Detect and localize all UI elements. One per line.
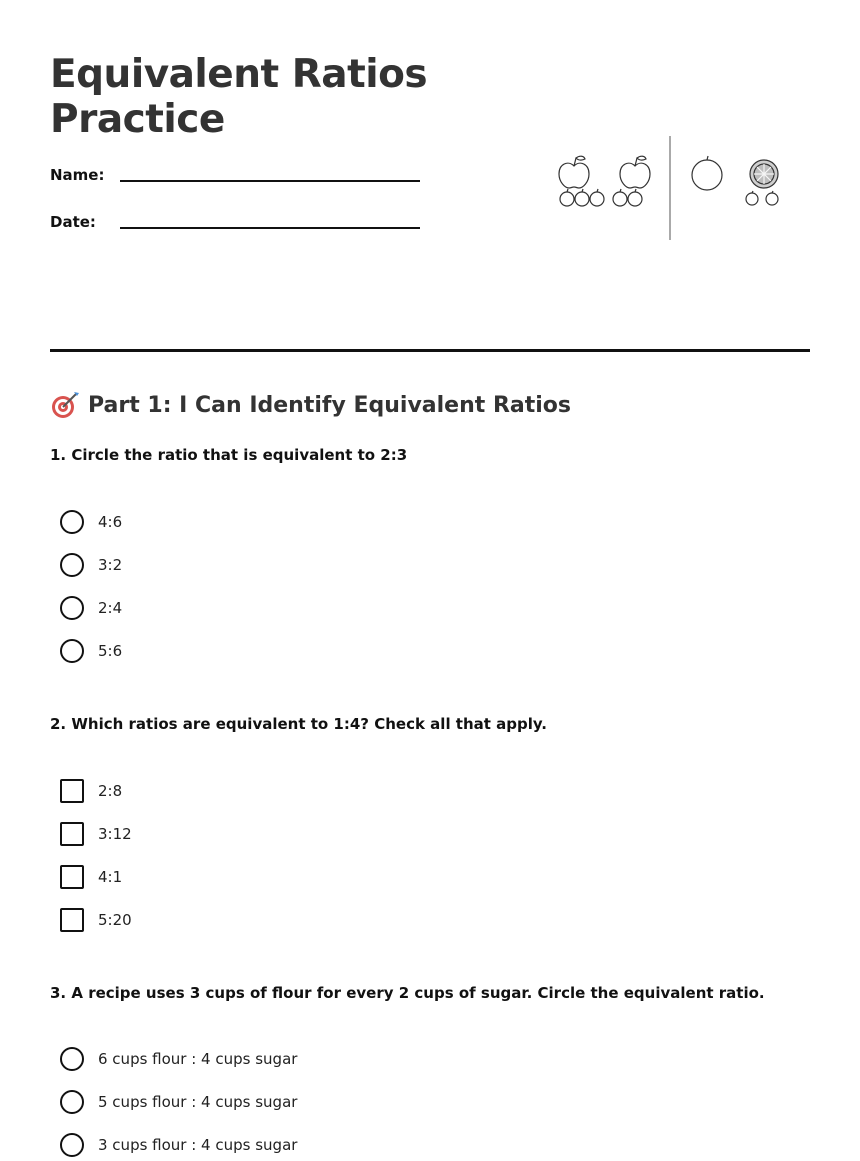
date-label: Date: xyxy=(50,213,96,231)
checkbox[interactable] xyxy=(60,779,84,803)
question-2-option[interactable] xyxy=(60,778,122,804)
option-label: 5 cups flour : 4 cups sugar xyxy=(98,1093,298,1111)
option-label: 3:12 xyxy=(98,825,132,843)
section-title xyxy=(50,390,571,420)
radio-button[interactable] xyxy=(60,510,84,534)
question-3-option[interactable] xyxy=(60,1089,297,1115)
option-label: 5:20 xyxy=(98,911,132,929)
option-label: 6 cups flour : 4 cups sugar xyxy=(98,1050,298,1068)
question-1-option[interactable] xyxy=(60,638,122,664)
checkbox[interactable] xyxy=(60,865,84,889)
page-title: Equivalent Ratios Practice xyxy=(50,52,428,142)
apple-icon xyxy=(620,156,650,188)
section-title-text: Part 1: I Can Identify Equivalent Ratios xyxy=(88,392,571,418)
header-divider xyxy=(50,349,810,352)
apple-icon xyxy=(559,156,589,188)
question-3-option[interactable] xyxy=(60,1132,297,1158)
question-3-prompt: 3. A recipe uses 3 cups of flour for every 2 cups of sugar. Circle the equivalent ratio. xyxy=(50,984,765,1002)
option-label: 4:1 xyxy=(98,868,123,886)
radio-button[interactable] xyxy=(60,1133,84,1157)
radio-button[interactable] xyxy=(60,639,84,663)
radio-button[interactable] xyxy=(60,1047,84,1071)
target-icon xyxy=(50,390,80,420)
question-1-option[interactable] xyxy=(60,509,122,535)
question-1-prompt: 1. Circle the ratio that is equivalent to 2:3 xyxy=(50,446,408,464)
option-label: 2:8 xyxy=(98,782,123,800)
question-1-option[interactable] xyxy=(60,552,122,578)
question-2-option[interactable] xyxy=(60,864,122,890)
checkbox[interactable] xyxy=(60,822,84,846)
option-label: 2:4 xyxy=(98,599,123,617)
small-apples-icon xyxy=(560,189,642,206)
name-input-line[interactable] xyxy=(120,180,420,182)
radio-button[interactable] xyxy=(60,1090,84,1114)
question-2-option[interactable] xyxy=(60,907,132,933)
question-2-option[interactable] xyxy=(60,821,132,847)
name-label: Name: xyxy=(50,166,105,184)
question-1-option[interactable] xyxy=(60,595,122,621)
date-input-line[interactable] xyxy=(120,227,420,229)
radio-button[interactable] xyxy=(60,553,84,577)
option-label: 3:2 xyxy=(98,556,123,574)
ratio-illustration xyxy=(540,128,800,248)
question-2-prompt: 2. Which ratios are equivalent to 1:4? Check all that apply. xyxy=(50,715,548,733)
orange-icon xyxy=(692,156,722,190)
checkbox[interactable] xyxy=(60,908,84,932)
question-3-option[interactable] xyxy=(60,1046,297,1072)
orange-slice-icon xyxy=(750,160,778,188)
option-label: 4:6 xyxy=(98,513,123,531)
option-label: 5:6 xyxy=(98,642,123,660)
small-oranges-icon xyxy=(746,191,778,205)
radio-button[interactable] xyxy=(60,596,84,620)
option-label: 3 cups flour : 4 cups sugar xyxy=(98,1136,298,1154)
